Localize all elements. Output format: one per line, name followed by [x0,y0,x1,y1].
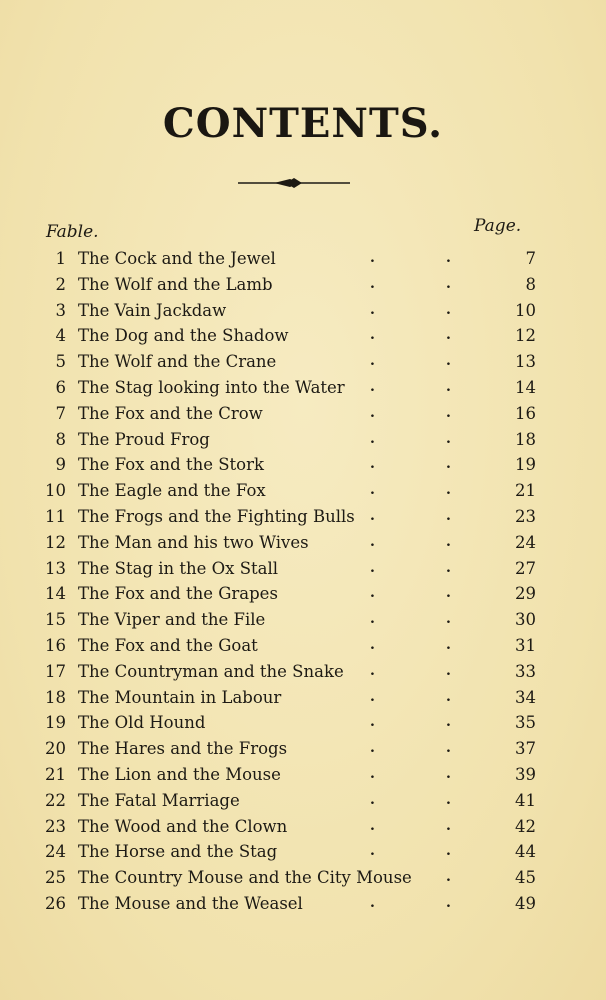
fable-title: The Dog and the Shadow [78,326,289,346]
contents-entry [0,736,606,762]
page-number: 13 [515,352,536,372]
leader-dot: . [446,636,451,653]
contents-entry [0,452,606,478]
leader-dot: . [446,869,451,886]
fable-title: The Proud Frog [78,429,210,449]
contents-entry [0,633,606,659]
fable-number: 2 [55,274,66,294]
leader-dot: . [370,662,375,679]
ornamental-rule [238,176,350,190]
contents-entry [0,323,606,349]
page-number: 23 [515,506,536,526]
fable-title: The Stag looking into the Water [78,377,345,397]
page-number: 27 [515,558,536,578]
leader-dot: . [446,327,451,344]
fable-number: 17 [45,661,66,681]
page-number: 35 [515,713,536,733]
fable-title: The Fox and the Crow [78,403,263,423]
fable-title: The Fox and the Goat [78,635,258,655]
contents-entry [0,349,606,375]
contents-entry [0,427,606,453]
leader-dot: . [446,765,451,782]
fable-title: The Fox and the Stork [78,455,264,475]
contents-entry [0,298,606,324]
leader-dot: . [446,250,451,266]
leader-dot: . [370,843,375,860]
fable-number: 11 [45,506,66,526]
contents-entry [0,272,606,298]
fable-number: 16 [45,635,66,655]
fable-number: 8 [55,429,66,449]
leader-dot: . [370,559,375,576]
page-number: 34 [515,687,536,707]
leader-dot: . [446,714,451,731]
contents-entry [0,659,606,685]
page-number: 44 [515,842,536,862]
leader-dot: . [370,611,375,628]
page-number: 8 [525,274,536,294]
fable-number: 15 [45,610,66,630]
leader-dot: . [370,688,375,705]
leader-dot: . [370,482,375,499]
page-number: 29 [515,584,536,604]
page-number: 30 [515,610,536,630]
contents-entry [0,478,606,504]
contents-entry [0,504,606,530]
fable-number: 6 [55,377,66,397]
contents-entry [0,762,606,788]
leader-dot: . [370,714,375,731]
page-number: 37 [515,739,536,759]
fable-number: 5 [55,352,66,372]
page-column-header: Page. [474,216,522,236]
leader-dot: . [446,482,451,499]
fable-title: The Man and his two Wives [78,532,309,552]
fable-number: 13 [45,558,66,578]
fable-title: The Stag in the Ox Stall [78,558,279,578]
leader-dot: . [370,894,375,911]
page-number: 18 [515,429,536,449]
fable-title: The Countryman and the Snake [78,661,344,681]
contents-entry [0,788,606,814]
leader-dot: . [370,456,375,473]
leader-dot: . [446,791,451,808]
contents-entry [0,685,606,711]
contents-entry [0,401,606,427]
fable-number: 25 [45,868,66,888]
contents-entry [0,375,606,401]
leader-dot: . [446,611,451,628]
page-number: 10 [515,300,536,320]
page-number: 41 [515,790,536,810]
fable-title: The Wolf and the Lamb [78,274,273,294]
fable-number: 22 [45,790,66,810]
fable-number: 1 [55,249,66,268]
leader-dot: . [446,688,451,705]
contents-entry [0,710,606,736]
fable-title: The Horse and the Stag [78,842,278,862]
fable-title: The Hares and the Frogs [78,739,288,759]
page-number: 31 [515,635,536,655]
fable-number: 14 [45,584,66,604]
page-number: 16 [515,403,536,423]
leader-dot: . [370,404,375,421]
leader-dot: . [370,275,375,292]
contents-entry [0,581,606,607]
fable-number: 21 [45,764,66,784]
leader-dot: . [370,250,375,266]
leader-dot: . [446,894,451,911]
fable-title: The Country Mouse and the City Mouse [78,868,412,888]
contents-entry [0,607,606,633]
leader-dot: . [370,378,375,395]
leader-dot: . [446,404,451,421]
leader-dot: . [446,559,451,576]
fable-title: The Fatal Marriage [78,790,240,810]
page-number: 42 [515,816,536,836]
fable-title: The Old Hound [78,713,206,733]
leader-dot: . [370,765,375,782]
leader-dot: . [446,817,451,834]
fable-number: 3 [55,300,66,320]
fable-number: 4 [55,326,66,346]
contents-entry [0,839,606,865]
page-number: 49 [515,893,536,913]
contents-entry [0,530,606,556]
fable-title: The Mountain in Labour [78,687,282,707]
page-number: 21 [515,481,536,501]
page-number: 33 [515,661,536,681]
leader-dot: . [370,353,375,370]
fable-title: The Mouse and the Weasel [78,893,303,913]
fable-title: The Cock and the Jewel [78,249,276,268]
contents-list [0,246,606,917]
contents-entry [0,865,606,891]
fable-title: The Viper and the File [78,610,266,630]
fable-number: 19 [45,713,66,733]
page-number: 24 [515,532,536,552]
leader-dot: . [370,817,375,834]
leader-dot: . [370,740,375,757]
fable-title: The Frogs and the Fighting Bulls [78,506,355,526]
fable-number: 23 [45,816,66,836]
contents-entry [0,814,606,840]
leader-dot: . [446,353,451,370]
fable-title: The Fox and the Grapes [78,584,278,604]
fable-number: 10 [45,481,66,501]
fable-number: 20 [45,739,66,759]
leader-dot: . [370,507,375,524]
page-number: 45 [515,868,536,888]
leader-dot: . [370,327,375,344]
leader-dot: . [446,275,451,292]
leader-dot: . [446,585,451,602]
fable-title: The Wood and the Clown [78,816,288,836]
leader-dot: . [370,301,375,318]
page-number: 19 [515,455,536,475]
page-title: CONTENTS. [162,100,444,147]
page-number: 12 [515,326,536,346]
fable-number: 7 [55,403,66,423]
leader-dot: . [446,301,451,318]
leader-dot: . [370,533,375,550]
leader-dot: . [370,585,375,602]
leader-dot: . [446,662,451,679]
contents-entry [0,246,606,272]
fable-title: The Lion and the Mouse [78,764,281,784]
fable-number: 9 [55,455,66,475]
leader-dot: . [370,636,375,653]
fable-title: The Wolf and the Crane [78,352,277,372]
fable-column-header: Fable. [46,222,99,242]
fable-number: 12 [45,532,66,552]
leader-dot: . [370,430,375,447]
page-number: 14 [515,377,536,397]
fable-title: The Eagle and the Fox [78,481,266,501]
fable-number: 18 [45,687,66,707]
leader-dot: . [446,507,451,524]
leader-dot: . [446,843,451,860]
page-number: 7 [525,249,536,268]
page-number: 39 [515,764,536,784]
leader-dot: . [370,791,375,808]
leader-dot: . [446,533,451,550]
leader-dot: . [446,430,451,447]
fable-number: 26 [45,893,66,913]
contents-entry [0,556,606,582]
leader-dot: . [446,378,451,395]
fable-number: 24 [45,842,66,862]
leader-dot: . [446,740,451,757]
fable-title: The Vain Jackdaw [78,300,227,320]
contents-entry [0,891,606,917]
leader-dot: . [446,456,451,473]
